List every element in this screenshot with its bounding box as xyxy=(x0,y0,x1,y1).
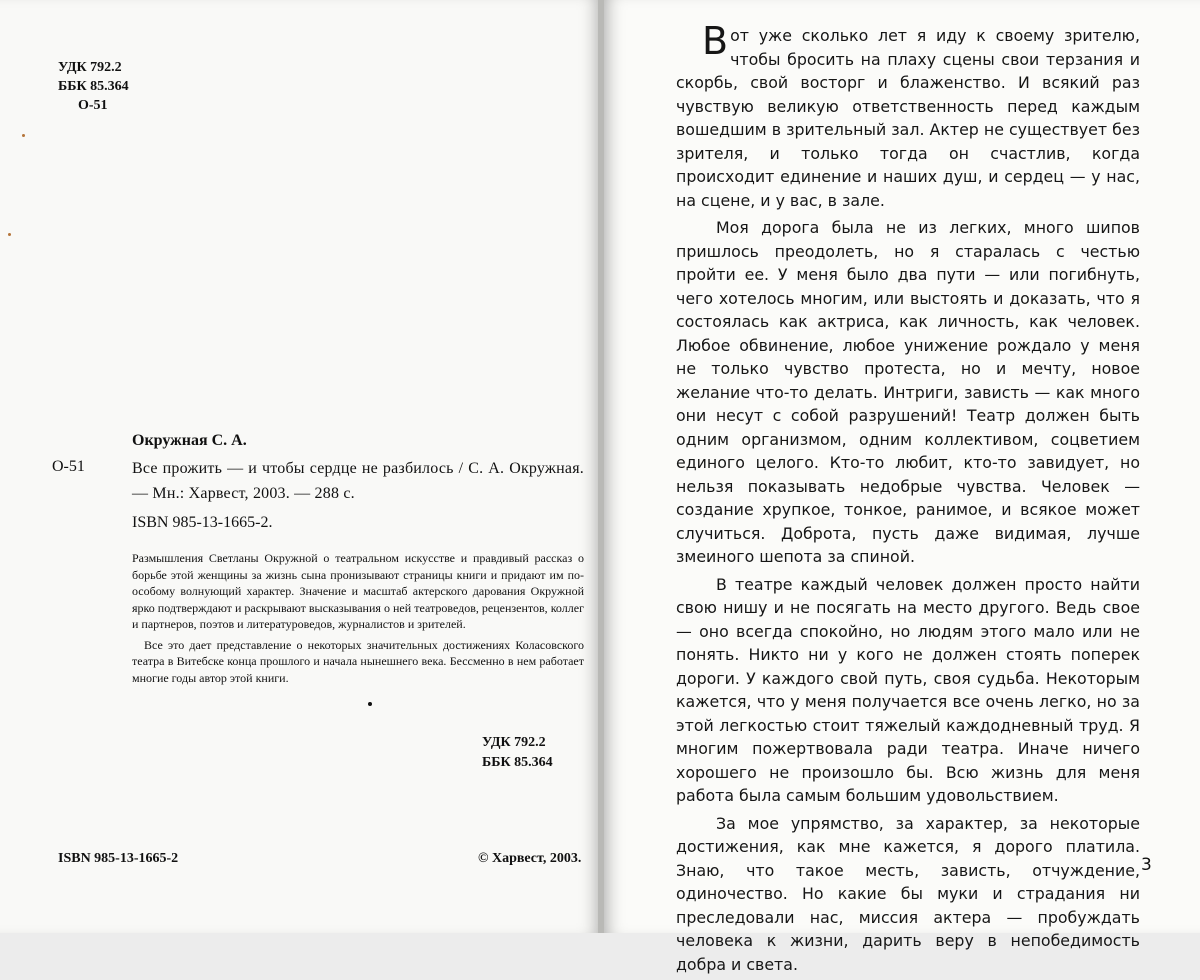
paper-speck xyxy=(8,233,11,236)
paragraph: Моя дорога была не из легких, много шипов пришлось преодолеть, но я старалась с честью пройти ее. У меня было два пути — или погибнуть, чего хотелось многим, или выстоять и доказать, что я состоялась как актриса, как личность, как человек. Любое обвинение, любое унижение рождало у меня не только чувство протеста, но и мечту, новое желание что-то делать. Интриги, зависть — как много они несут с собой разрушений! Театр должен быть одним организмом, одним коллективом, соцветием единого целого. Кто-то любит, кто-то завидует, но нельзя показывать недобрые чувства. Человек — создание хрупкое, тонкое, ранимое, и всякое может случиться. Доброта, пусть даже видимая, лучше змеиного шепота за спиной. xyxy=(676,218,1140,566)
footer-isbn: ISBN 985-13-1665-2 xyxy=(58,851,179,866)
decorative-dot xyxy=(368,702,372,706)
paragraph xyxy=(676,19,1140,212)
udk-code: УДК 792.2 xyxy=(58,60,122,75)
catalog-card-isbn: ISBN 985-13-1665-2. xyxy=(132,514,273,531)
drop-cap: В xyxy=(702,19,729,63)
body-text xyxy=(676,19,1140,980)
top-classification xyxy=(58,58,129,115)
catalog-card-title: Все прожить — и чтобы сердце не разбилось / С. А. Окружная. — Мн.: Харвест, 2003. — 288 с. xyxy=(132,460,584,502)
page-number: 3 xyxy=(1141,855,1152,875)
paper-speck xyxy=(22,134,25,137)
left-page xyxy=(0,0,600,933)
bottom-classification xyxy=(482,733,553,773)
catalog-card-code: О-51 xyxy=(52,458,85,475)
udk-code: УДК 792.2 xyxy=(482,735,546,750)
catalog-card-author: Окружная С. А. xyxy=(132,432,247,449)
annotation-paragraph: Все это дает представление о некоторых значительных достижениях Коласовского театра в Витебске конца прошлого и начала нынешнего века. Бессменно в нем работает многие годы автор этой книги. xyxy=(132,637,584,685)
bbk-code: ББК 85.364 xyxy=(482,755,553,770)
paragraph: В театре каждый человек должен просто найти свою нишу и не посягать на место другого. Ведь свое — оно всегда спокойно, но людям этого мало или не понять. Никто ни у кого не должен стоять поперек дороги. У каждого свой путь, своя судьба. Некоторым кажется, что у меня получается все очень легко, но за этой легкостью стоит тяжелый каждодневный труд. Я многим пожертвовала ради театра. Иначе ничего хорошего не произошло бы. Всю жизнь для меня работа была самым большим удовольствием. xyxy=(676,574,1140,805)
annotation xyxy=(132,550,584,686)
footer-copyright: © Харвест, 2003. xyxy=(478,851,582,866)
bbk-code: ББК 85.364 xyxy=(58,79,129,94)
paragraph-text: от уже сколько лет я иду к своему зрителю, чтобы бросить на плаху сцены свои терзания и скорбь, свой восторг и блаженство. И всякий раз чувствую великую ответственность перед каждым вошедшим в зрительный зал. Актер не существует без зрителя, и только тогда он счастлив, когда происходит единение и наших душ, и сердец — у нас, на сцене, и у вас, в зале. xyxy=(676,26,1140,210)
author-mark: О-51 xyxy=(78,98,108,113)
paragraph: За мое упрямство, за характер, за некоторые достижения, как мне кажется, я дорого платила. Знаю, что такое месть, зависть, отчуждение, одиночество. Но какие бы муки и страдания ни преследовали нас, миссия актера — пробуждать человека к жизни, дарить веру в непобедимость добра и света. xyxy=(676,813,1140,974)
annotation-paragraph: Размышления Светланы Окружной о театральном искусстве и правдивый рассказ о борьбе этой женщины за жизнь сына пронизывают страницы книги и придают им по-особому волнующий характер. Значение и масштаб актерского дарования Окружной ярко подтверждают и раскрывают высказывания о ней театроведов, рецензентов, коллег и партнеров, поэтов и литературоведов, журналистов и зрителей. xyxy=(132,551,584,631)
